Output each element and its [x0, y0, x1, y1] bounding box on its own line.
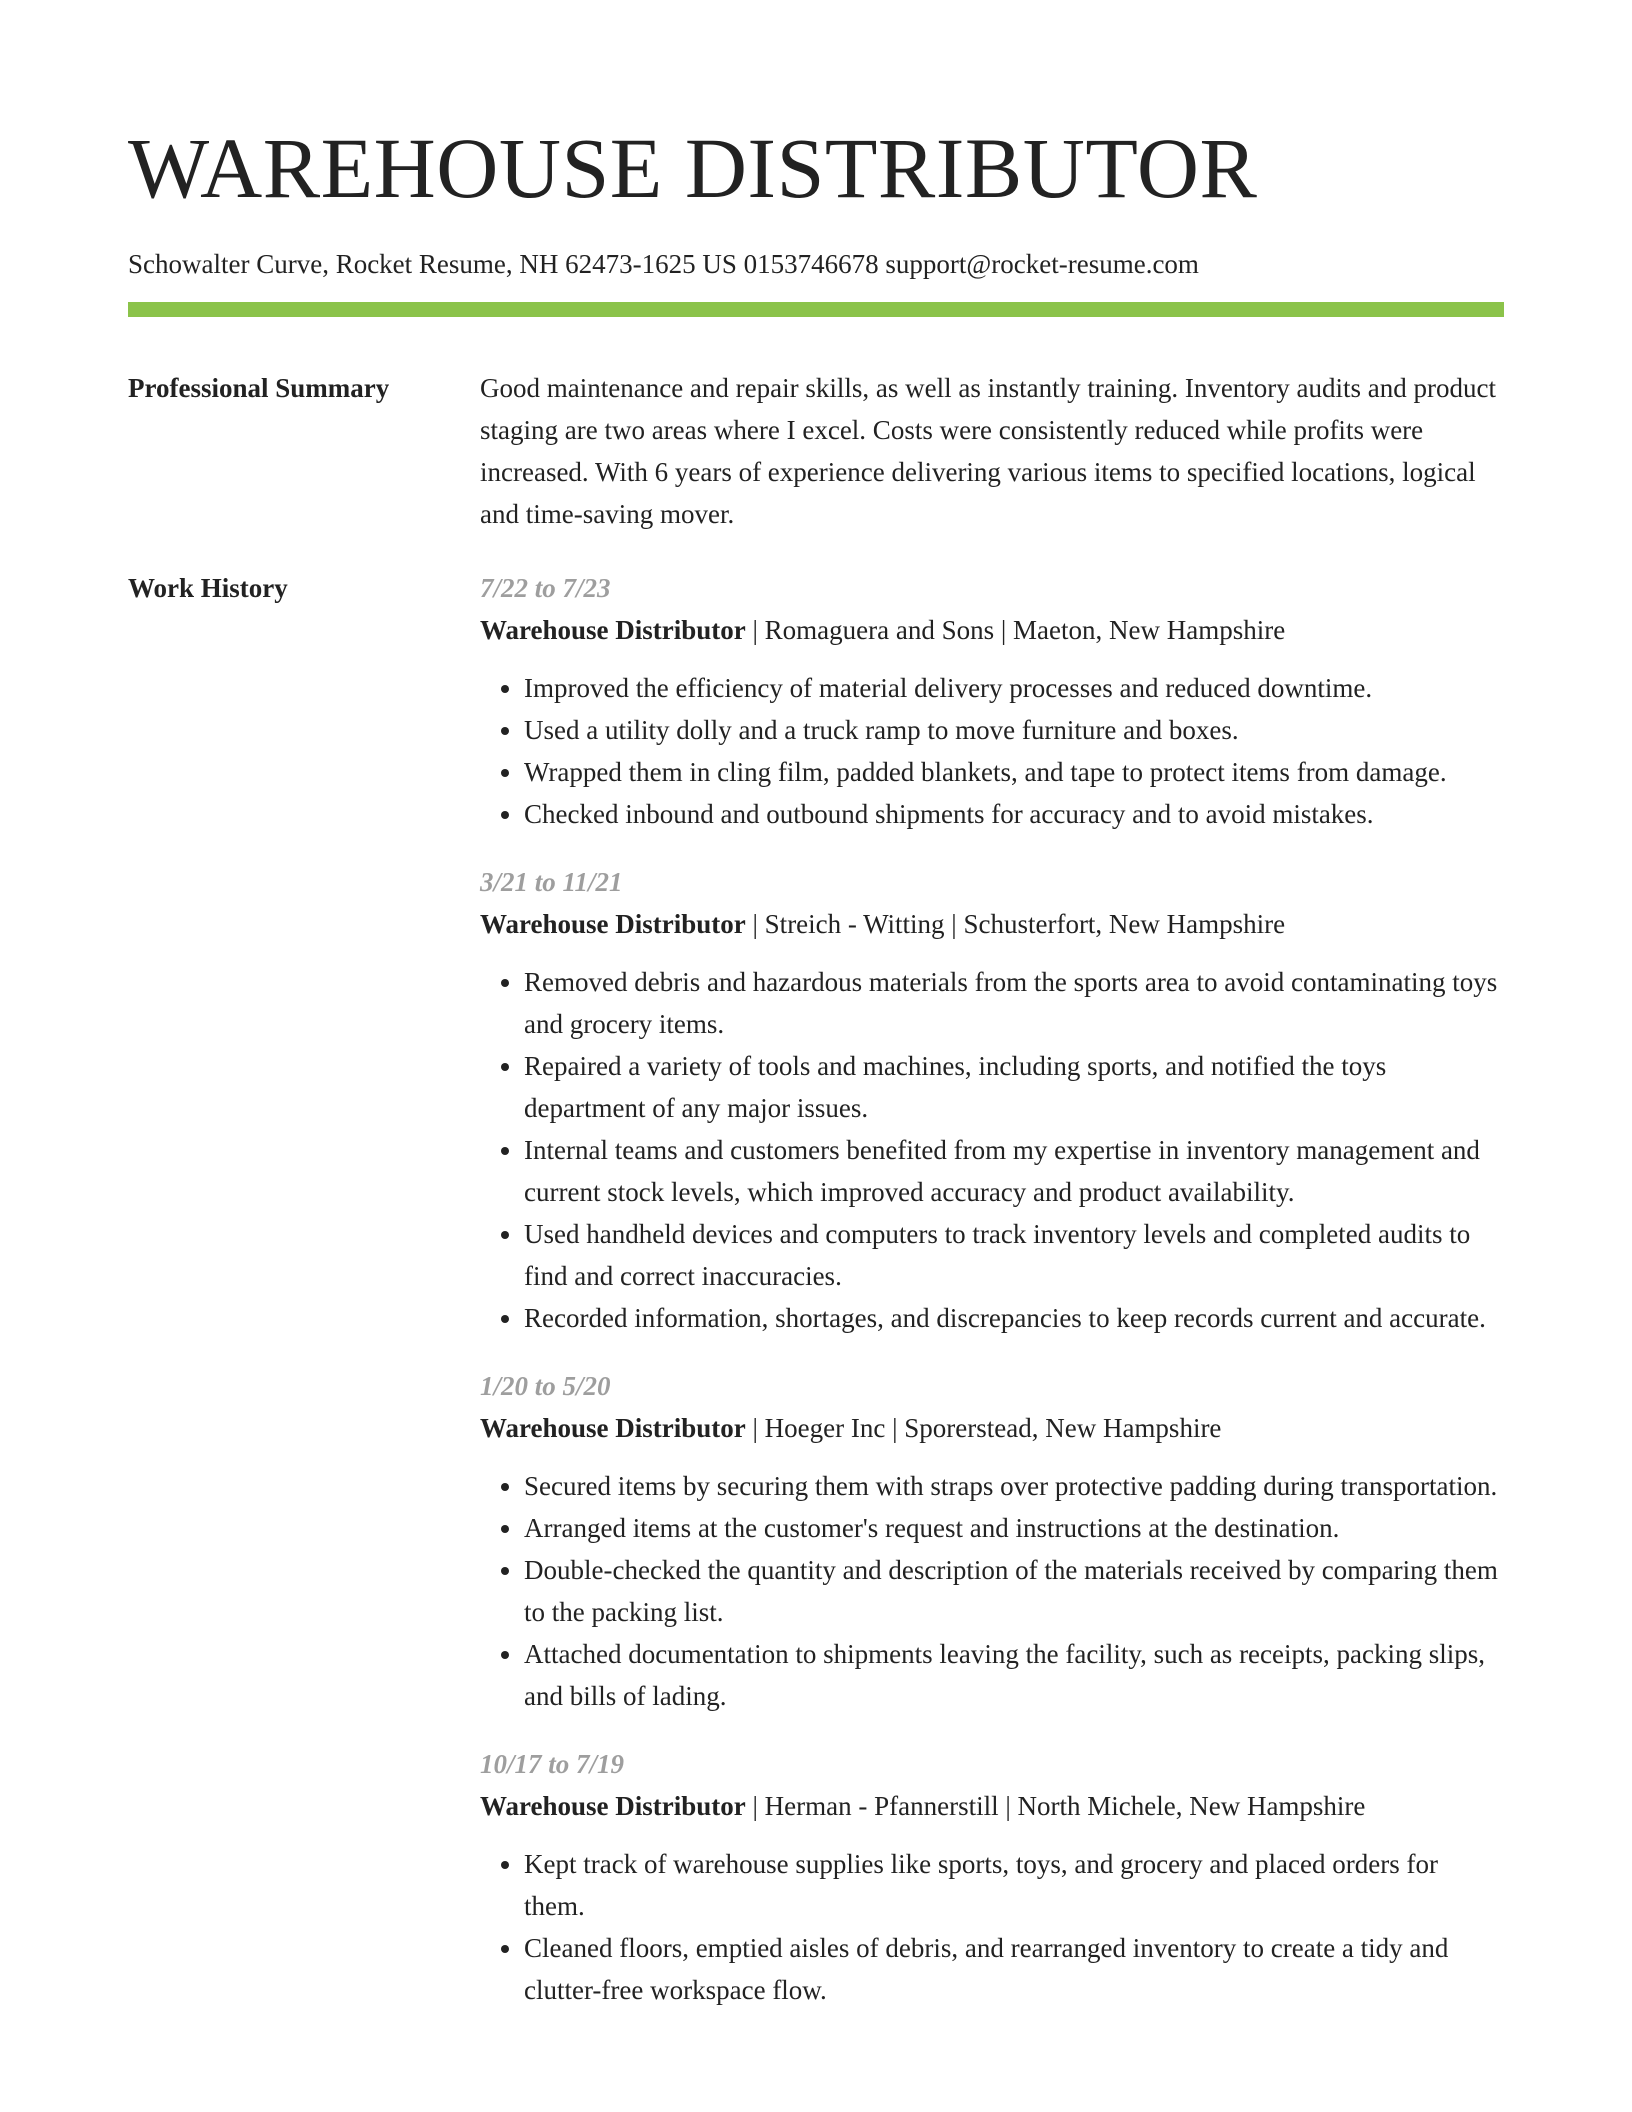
- job-dates: 7/22 to 7/23: [480, 573, 611, 603]
- job-bullet: • Improved the efficiency of material delivery processes and reduced downtime.: [524, 667, 1504, 709]
- summary-heading: Professional Summary: [128, 373, 390, 403]
- job-dates: 1/20 to 5/20: [480, 1371, 611, 1401]
- job-entry: [480, 861, 1504, 1339]
- job-company-location: | Herman - Pfannerstill | North Michele, New Hampshire: [745, 1791, 1366, 1821]
- summary-section: [128, 367, 1504, 535]
- job-bullet: • Repaired a variety of tools and machines, including sports, and notified the toys department of any major issues.: [524, 1045, 1504, 1129]
- work-history-list: [480, 567, 1504, 2037]
- job-bullet: • Used handheld devices and computers to track inventory levels and completed audits to find and correct inaccuracies.: [524, 1213, 1504, 1297]
- job-company-location: | Streich - Witting | Schusterfort, New Hampshire: [745, 909, 1286, 939]
- resume-page: [128, 118, 1504, 2037]
- job-bullet: • Kept track of warehouse supplies like sports, toys, and grocery and placed orders for them.: [524, 1843, 1504, 1927]
- job-title: Warehouse Distributor: [480, 615, 746, 645]
- job-bullet: • Removed debris and hazardous materials from the sports area to avoid contaminating toys and grocery items.: [524, 961, 1504, 1045]
- job-company-location: | Romaguera and Sons | Maeton, New Hampshire: [745, 615, 1286, 645]
- job-entry: [480, 567, 1504, 835]
- job-entry: [480, 1743, 1504, 2011]
- work-history-heading: Work History: [128, 573, 288, 603]
- job-bullet: • Double-checked the quantity and description of the materials received by comparing them to the packing list.: [524, 1549, 1504, 1633]
- summary-text: Good maintenance and repair skills, as well as instantly training. Inventory audits and product staging are two areas where I excel. Costs were consistently reduced while profits were increased. With 6 years of experience delivering various items to specified locations, logical and time-saving mover.: [480, 373, 1496, 529]
- contact-info: Schowalter Curve, Rocket Resume, NH 62473-1625 US 0153746678 support@rocket-resume.com: [128, 249, 1199, 279]
- job-bullet: • Attached documentation to shipments leaving the facility, such as receipts, packing slips, and bills of lading.: [524, 1633, 1504, 1717]
- job-title: Warehouse Distributor: [480, 1413, 746, 1443]
- job-bullet: • Wrapped them in cling film, padded blankets, and tape to protect items from damage.: [524, 751, 1504, 793]
- job-bullet: • Internal teams and customers benefited from my expertise in inventory management and current stock levels, which improved accuracy and product availability.: [524, 1129, 1504, 1213]
- job-title: Warehouse Distributor: [480, 909, 746, 939]
- job-bullet: • Cleaned floors, emptied aisles of debris, and rearranged inventory to create a tidy and clutter-free workspace flow.: [524, 1927, 1504, 2011]
- work-history-section: [128, 567, 1504, 2037]
- job-bullet: • Checked inbound and outbound shipments for accuracy and to avoid mistakes.: [524, 793, 1504, 835]
- job-bullet: • Used a utility dolly and a truck ramp to move furniture and boxes.: [524, 709, 1504, 751]
- job-bullets: [480, 961, 1504, 1339]
- job-dates: 3/21 to 11/21: [480, 867, 623, 897]
- job-bullet: • Recorded information, shortages, and discrepancies to keep records current and accurate.: [524, 1297, 1504, 1339]
- job-bullets: [480, 667, 1504, 835]
- job-heading: [480, 1785, 1504, 1827]
- job-heading: [480, 609, 1504, 651]
- job-heading: [480, 1407, 1504, 1449]
- job-title: Warehouse Distributor: [480, 1791, 746, 1821]
- job-entry: [480, 1365, 1504, 1717]
- job-bullets: [480, 1843, 1504, 2011]
- job-heading: [480, 903, 1504, 945]
- resume-name: WAREHOUSE DISTRIBUTOR: [128, 120, 1258, 216]
- job-bullet: • Secured items by securing them with straps over protective padding during transportation.: [524, 1465, 1504, 1507]
- job-company-location: | Hoeger Inc | Sporerstead, New Hampshire: [745, 1413, 1222, 1443]
- job-bullet: • Arranged items at the customer's request and instructions at the destination.: [524, 1507, 1504, 1549]
- job-bullets: [480, 1465, 1504, 1717]
- accent-divider: [128, 302, 1504, 317]
- job-dates: 10/17 to 7/19: [480, 1749, 625, 1779]
